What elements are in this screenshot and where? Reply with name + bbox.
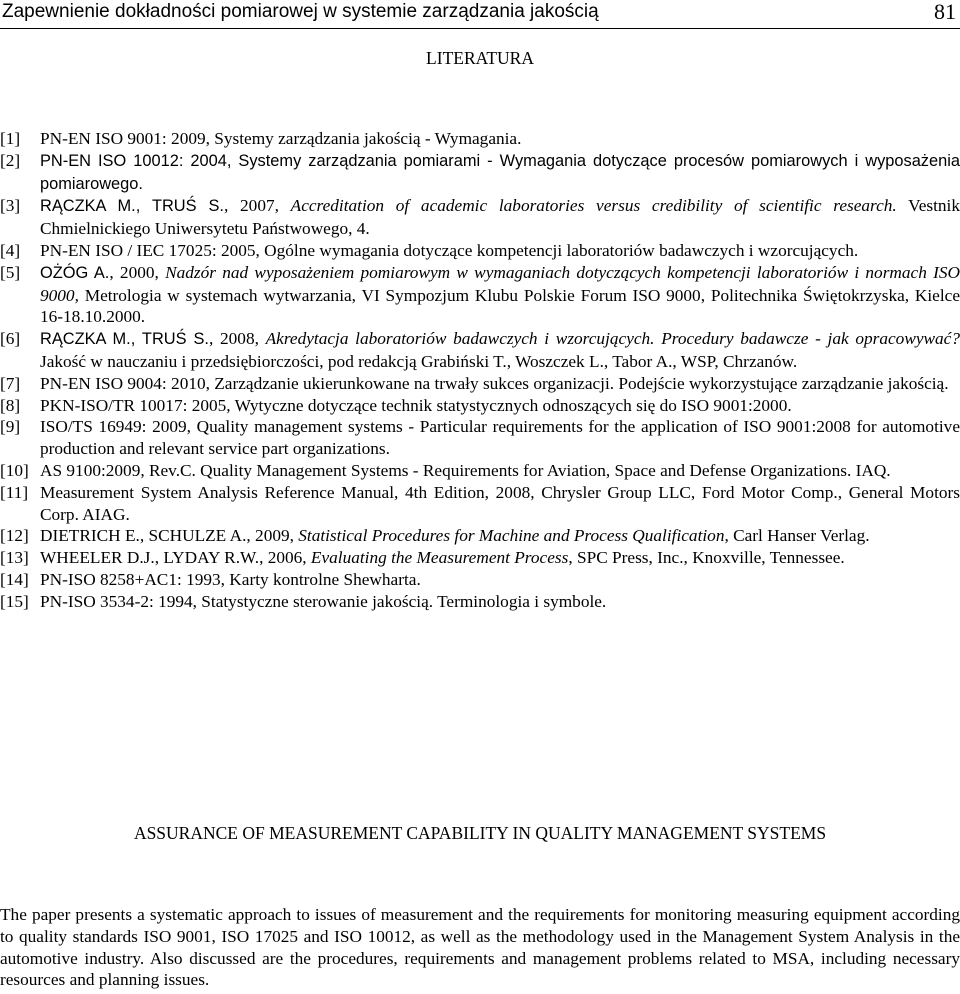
reference-number: [7] <box>0 373 21 393</box>
reference-text: Metrologia w systemach wytwarzania, VI Sympozjum Klubu Polskie Forum ISO 9000, Politechnika Świętokrzyska, Kielce 16-18.10.2000. <box>40 285 960 327</box>
reference-text: , Carl Hanser Verlag. <box>724 526 870 546</box>
running-title: Zapewnienie dokładności pomiarowej w systemie zarządzania jakością <box>2 1 599 22</box>
reference-text: , 2000, <box>109 262 166 282</box>
reference-text: , 2009, <box>246 526 299 546</box>
reference-item <box>0 482 960 526</box>
reference-text: Accreditation of academic laboratories versus credibility of scientific research. <box>290 196 897 216</box>
reference-item <box>0 373 960 395</box>
reference-item <box>0 195 960 240</box>
reference-text: WHEELER D.J., LYDAY R.W. <box>40 548 260 568</box>
reference-text: Akredytacja laboratoriów badawczych i wzorcujących. Procedury badawcze - jak opracowywać? <box>265 329 960 349</box>
reference-text: PN-ISO 8258+AC1: 1993, Karty kontrolne Shewharta. <box>40 569 421 589</box>
reference-text: Jakość w nauczaniu i przedsiębiorczości, pod redakcją Grabiński T., Woszczek L., Tabor A., WSP, Chrzanów. <box>40 351 798 371</box>
reference-text: DIETRICH E., SCHULZE A. <box>40 526 247 546</box>
english-title: ASSURANCE OF MEASUREMENT CAPABILITY IN QUALITY MANAGEMENT SYSTEMS <box>133 823 827 843</box>
reference-item <box>0 240 960 262</box>
reference-number: [15] <box>0 591 29 611</box>
reference-item <box>0 128 960 150</box>
reference-text: PN-ISO 3534-2: 1994, Statystyczne sterowanie jakością. Terminologia i symbole. <box>40 591 607 611</box>
reference-text: RĄCZKA M., TRUŚ S. <box>40 197 224 216</box>
reference-text: ISO/TS 16949: 2009, Quality management systems - Particular requirements for the application of ISO 9001:2008 for automotive production and relevant service part organizations. <box>40 417 960 459</box>
reference-text: , SPC Press, Inc., Knoxville, Tennessee. <box>568 548 845 568</box>
page-header <box>0 0 960 29</box>
reference-text: , 2006, <box>259 548 311 568</box>
reference-text: PN-EN ISO 10012: 2004, Systemy zarządzania pomiarami - Wymagania dotyczące procesów pomiarowych i wyposażenia pomiarowego. <box>40 151 960 193</box>
reference-number: [5] <box>0 262 21 282</box>
reference-text: PN-EN ISO 9004: 2010, Zarządzanie ukierunkowane na trwały sukces organizacji. Podejście wykorzystujące zarządzanie jakością. <box>40 373 949 393</box>
reference-number: [11] <box>0 482 29 502</box>
reference-text: OŻÓG A. <box>40 263 110 282</box>
reference-text: RĄCZKA M., TRUŚ S. <box>40 330 209 349</box>
reference-item <box>0 591 960 613</box>
reference-text: PKN-ISO/TR 10017: 2005, Wytyczne dotyczące technik statystycznych odnoszących się do ISO 9001:2000. <box>40 395 792 415</box>
reference-item <box>0 547 960 569</box>
reference-text: Nadzór nad wyposażeniem pomiarowym w wymaganiach dotyczących kompetencji laboratoriów i normach ISO 9000, <box>40 262 960 305</box>
reference-text: Statistical Procedures for Machine and Process Qualification <box>298 526 725 546</box>
reference-number: [10] <box>0 460 29 480</box>
reference-number: [2] <box>0 150 21 170</box>
reference-text: , 2008, <box>208 329 266 349</box>
reference-number: [12] <box>0 526 29 546</box>
reference-number: [14] <box>0 569 29 589</box>
reference-number: [1] <box>0 129 21 148</box>
reference-item <box>0 395 960 417</box>
reference-item <box>0 569 960 591</box>
reference-number: [4] <box>0 240 21 260</box>
literature-heading: LITERATURA <box>426 48 534 68</box>
reference-item <box>0 460 960 482</box>
reference-text: PN-EN ISO / IEC 17025: 2005, Ogólne wymagania dotyczące kompetencji laboratoriów badawczych i wzorcujących. <box>40 240 859 260</box>
reference-number: [3] <box>0 196 21 216</box>
reference-number: [8] <box>0 395 21 415</box>
reference-number: [9] <box>0 417 21 437</box>
page-number: 81 <box>934 0 956 24</box>
reference-number: [13] <box>0 548 29 568</box>
reference-number: [6] <box>0 329 21 349</box>
reference-text: AS 9100:2009, Rev.C. Quality Management Systems - Requirements for Aviation, Space and Defense Organizations. IAQ. <box>40 460 891 480</box>
reference-text: PN-EN ISO 9001: 2009, Systemy zarządzania jakością - Wymagania. <box>40 129 522 148</box>
reference-item <box>0 262 960 328</box>
reference-text: Vestnik Chmielnickiego Uniwersytetu Państwowego, 4. <box>40 196 960 239</box>
reference-item <box>0 525 960 547</box>
reference-item <box>0 150 960 196</box>
reference-text: Evaluating the Measurement Process <box>310 548 569 568</box>
reference-text: Measurement System Analysis Reference Manual, 4th Edition, 2008, Chrysler Group LLC, Ford Motor Comp., General Motors Corp. AIAG. <box>40 482 960 524</box>
reference-text: , 2007, <box>224 196 291 216</box>
reference-item <box>0 416 960 460</box>
abstract-paragraph: The paper presents a systematic approach to issues of measurement and the requirements for monitoring measuring equipment according to quality standards ISO 9001, ISO 17025 and ISO 10012, as well as the methodology used in the Management System Analysis in the automotive industry. Also discussed are the procedures, requirements and management problems related to MSA, including necessary resources and planning issues. <box>0 905 960 990</box>
reference-item <box>0 328 960 373</box>
reference-list <box>0 128 960 613</box>
